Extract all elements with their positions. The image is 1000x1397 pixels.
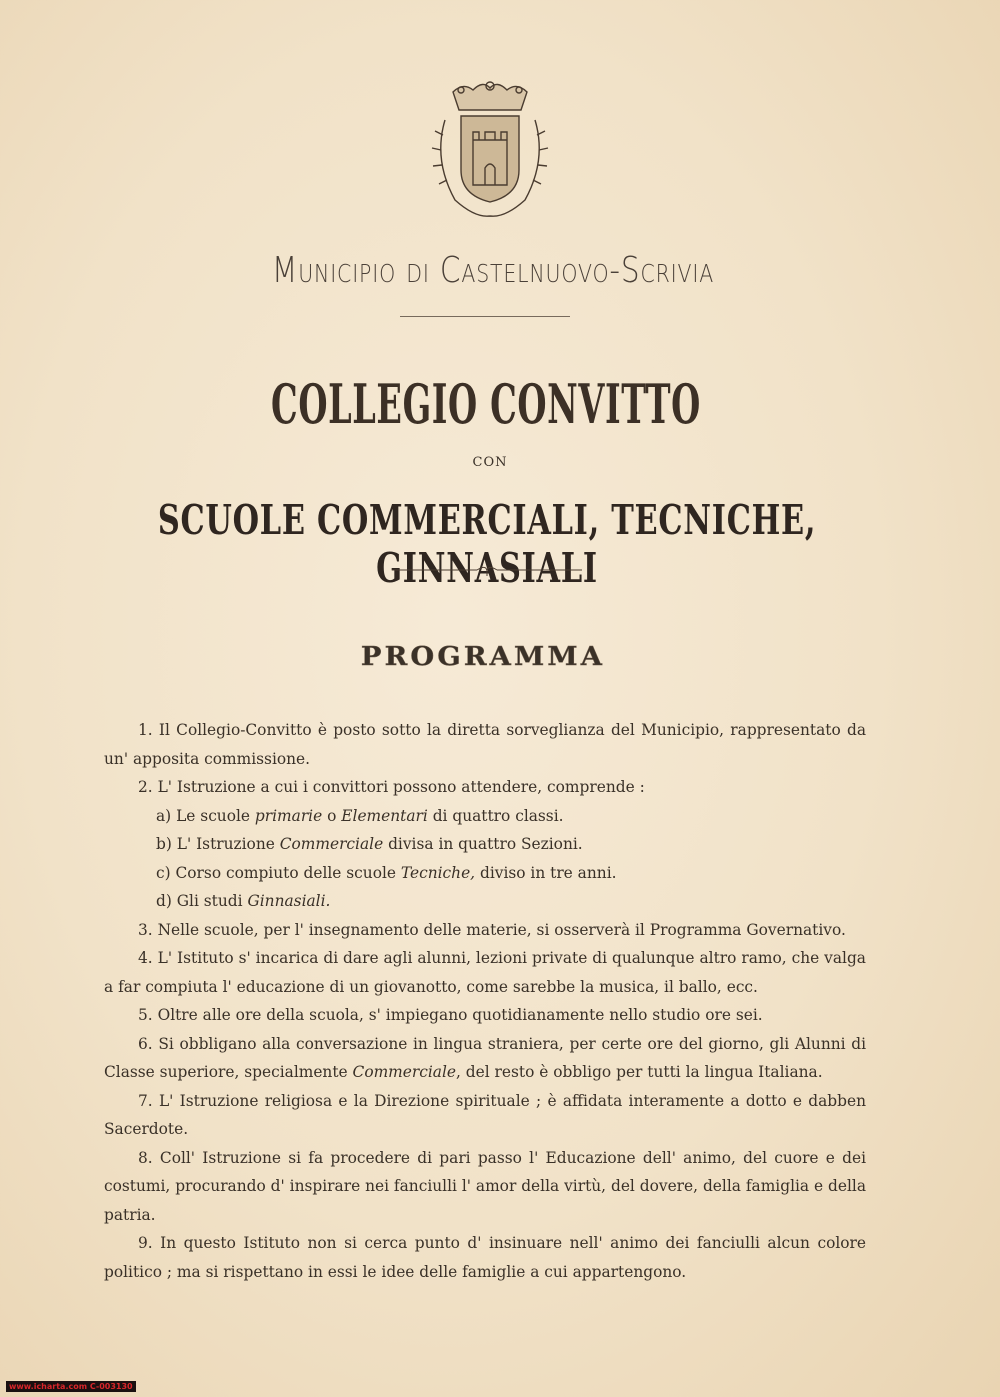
- article-4: 4. L' Istituto s' incarica di dare agli alunni, lezioni private di qualunque altro ramo, che valga a far compiuta l' educazione di un giovanotto, come sarebbe la musica, il ballo, ecc.: [104, 949, 866, 996]
- article-6: 6. Si obbligano alla conversazione in lingua straniera, per certe ore del giorno, gli Alunni di Classe superiore, specialmente Commerciale, del resto è obbligo per tutti la lingua Italiana.: [104, 1034, 866, 1081]
- article-2: 2. L' Istruzione a cui i convittori possono attendere, comprende :: [138, 778, 645, 796]
- article-3: 3. Nelle scuole, per l' insegnamento delle materie, si osserverà il Programma Governativo.: [138, 920, 846, 939]
- title-conjunction: CON: [472, 455, 508, 470]
- coat-of-arms-icon: [425, 80, 555, 228]
- document-subtitle: SCUOLE COMMERCIALI, TECNICHE, GINNASIALI: [157, 496, 817, 592]
- article-2b: b) L' Istruzione Commerciale divisa in quattro Sezioni.: [156, 835, 583, 853]
- article-2a: a) Le scuole primarie o Elementari di quattro classi.: [156, 806, 564, 825]
- program-articles: [104, 716, 866, 1286]
- article-1: 1. Il Collegio-Convitto è posto sotto la diretta sorveglianza del Municipio, rappresentato da un' apposita commissione.: [104, 721, 866, 768]
- section-heading: PROGRAMMA: [360, 642, 606, 672]
- ornament-divider-icon: [392, 562, 582, 578]
- divider: [400, 316, 570, 317]
- article-8: 8. Coll' Istruzione si fa procedere di pari passo l' Educazione dell' animo, del cuore e dei costumi, procurando d' inspirare nei fanciulli l' amor della virtù, del dovere, della famiglia e della patria.: [104, 1148, 866, 1224]
- article-7: 7. L' Istruzione religiosa e la Direzione spirituale ; è affidata interamente a dotto e dabben Sacerdote.: [104, 1091, 866, 1138]
- article-5: 5. Oltre alle ore della scuola, s' impiegano quotidianamente nello studio ore sei.: [138, 1006, 763, 1024]
- article-9: 9. In questo Istituto non si cerca punto d' insinuare nell' animo dei fanciulli alcun colore politico ; ma si rispettano in essi le idee delle famiglie a cui appartengono.: [104, 1234, 866, 1281]
- article-2c: c) Corso compiuto delle scuole Tecniche, diviso in tre anni.: [156, 863, 617, 882]
- document-title: COLLEGIO CONVITTO: [271, 372, 701, 436]
- watermark-link[interactable]: www.icharta.com C-003130: [6, 1381, 136, 1392]
- article-2d: d) Gli studi Ginnasiali.: [156, 892, 331, 910]
- municipality-heading: Municipio di Castelnuovo-Scrivia: [271, 250, 715, 291]
